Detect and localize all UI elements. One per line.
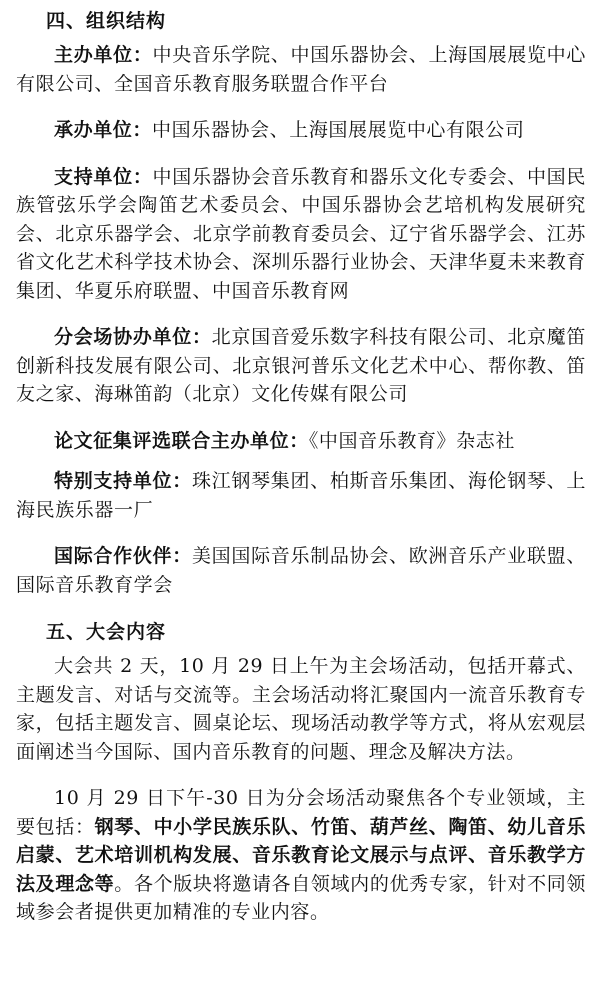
paper-collection-label: 论文征集评选联合主办单位： <box>54 429 309 452</box>
international-partner-text: 美国国际音乐制品协会、欧洲音乐产业联盟、国际音乐教育学会 <box>16 545 586 596</box>
co-organizer-label: 承办单位： <box>54 119 153 141</box>
supporter-label: 支持单位： <box>54 165 153 188</box>
organizer-text: 中央音乐学院、中国乐器协会、上海国展展览中心有限公司、全国音乐教育服务联盟合作平台 <box>16 44 586 95</box>
section-heading-organization: 四、组织结构 <box>46 10 167 32</box>
section-heading-content: 五、大会内容 <box>46 621 167 643</box>
international-partner-paragraph <box>16 542 586 599</box>
sub-venue-co-organizer-text: 北京国音爱乐数字科技有限公司、北京魔笛创新科技发展有限公司、北京银河普乐文化艺术中心、帮你教、笛友之家、海琳笛韵（北京）文化传媒有限公司 <box>16 326 586 405</box>
document-page <box>16 6 586 945</box>
international-partner-label: 国际合作伙伴： <box>54 545 192 567</box>
supporter-paragraph <box>16 163 586 306</box>
conference-content-paragraph-2 <box>16 784 586 927</box>
sub-venue-co-organizer-paragraph <box>16 323 586 409</box>
content-outro-text: 。各个版块将邀请各自领域内的优秀专家，针对不同领域参会者提供更加精准的专业内容。 <box>16 872 586 923</box>
paper-collection-text: 《中国音乐教育》杂志社 <box>308 429 515 452</box>
special-supporter-text: 珠江钢琴集团、柏斯音乐集团、海伦钢琴、上海民族乐器一厂 <box>16 470 586 521</box>
content-topics-bold: 钢琴、中小学民族乐队、竹笛、葫芦丝、陶笛、幼儿音乐启蒙、艺术培训机构发展、音乐教育论文展示与点评、音乐教学方法及理念等 <box>16 815 586 895</box>
co-organizer-text: 中国乐器协会、上海国展展览中心有限公司 <box>152 119 525 141</box>
co-organizer-paragraph <box>16 116 586 145</box>
conference-content-paragraph-1: 大会共 2 天，10 月 29 日上午为主会场活动，包括开幕式、主题发言、对话与交流等。主会场活动将汇聚国内一流音乐教育专家，包括主题发言、圆桌论坛、现场活动教学等方式，将从宏观层面阐述当今国际、国内音乐教育的问题、理念及解决方法。 <box>16 655 586 763</box>
content-intro-text: 10 月 29 日下午-30 日为分会场活动聚焦各个专业领域，主要包括： <box>16 787 586 838</box>
paper-collection-paragraph <box>16 427 586 456</box>
organizer-paragraph <box>16 41 586 98</box>
supporter-text: 中国乐器协会音乐教育和器乐文化专委会、中国民族管弦乐学会陶笛艺术委员会、中国乐器协会艺培机构发展研究会、北京乐器学会、北京学前教育委员会、辽宁省乐器学会、江苏省文化艺术科学技术协会、深圳乐器行业协会、天津华夏未来教育集团、华夏乐府联盟、中国音乐教育网 <box>16 165 586 302</box>
special-supporter-label: 特别支持单位： <box>54 470 192 492</box>
organizer-label: 主办单位： <box>54 44 153 66</box>
sub-venue-co-organizer-label: 分会场协办单位： <box>54 326 212 348</box>
special-supporter-paragraph <box>16 467 586 524</box>
